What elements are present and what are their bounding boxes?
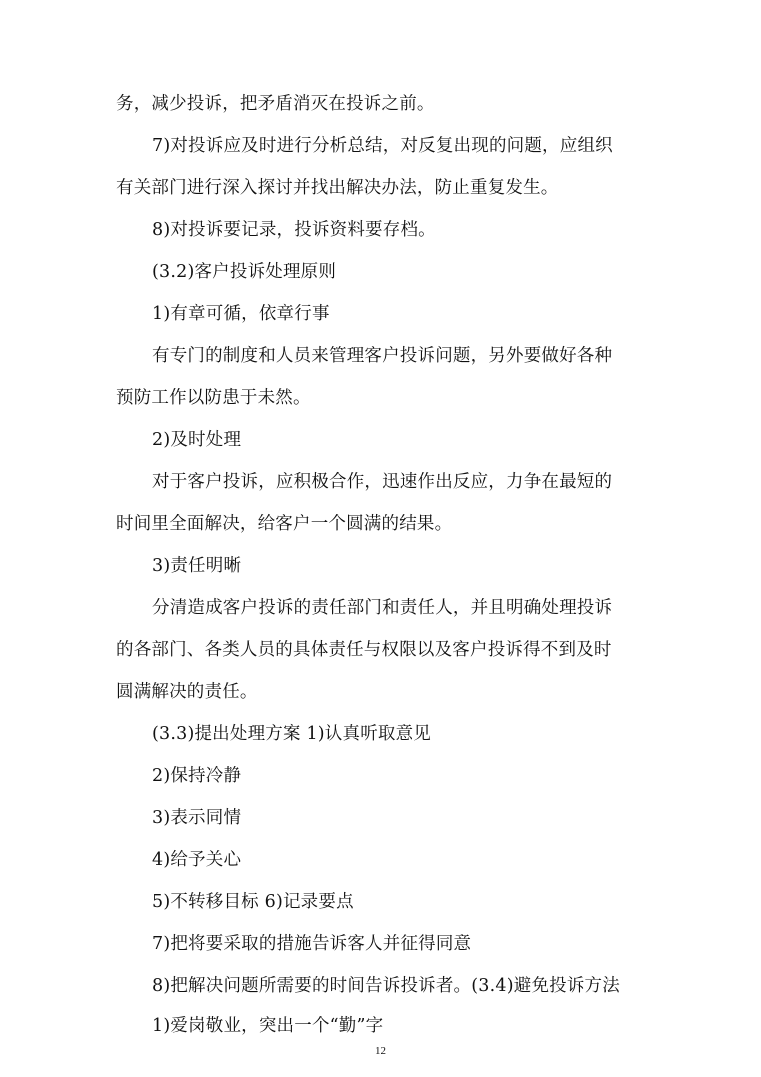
text-line: 8)对投诉要记录，投诉资料要存档。 [152, 220, 436, 240]
text-line: 的各部门、各类人员的具体责任与权限以及客户投诉得不到及时 [116, 640, 612, 660]
section-heading: (3.3)提出处理方案 1)认真听取意见 [152, 724, 432, 744]
section-heading: (3.2)客户投诉处理原则 [152, 262, 337, 282]
text-line: 预防工作以防患于未然。 [116, 388, 311, 408]
text-line: 8)把解决问题所需要的时间告诉投诉者。(3.4)避免投诉方法 [152, 976, 620, 996]
text-line: 圆满解决的责任。 [116, 682, 258, 702]
text-line: 1)有章可循，依章行事 [152, 304, 330, 324]
text-line: 3)责任明晰 [152, 556, 242, 576]
text-line: 2)保持冷静 [152, 766, 242, 786]
page-number: 12 [375, 1045, 386, 1057]
text-line: 4)给予关心 [152, 850, 242, 870]
text-line: 7)把将要采取的措施告诉客人并征得同意 [152, 934, 472, 954]
text-line: 1)爱岗敬业，突出一个“勤”字 [152, 1016, 384, 1036]
text-line: 5)不转移目标 6)记录要点 [152, 892, 354, 912]
text-line: 对于客户投诉，应积极合作，迅速作出反应，力争在最短的 [152, 472, 613, 492]
text-line: 分清造成客户投诉的责任部门和责任人，并且明确处理投诉 [152, 598, 613, 618]
text-line: 时间里全面解决，给客户一个圆满的结果。 [116, 514, 453, 534]
text-line: 有关部门进行深入探讨并找出解决办法，防止重复发生。 [116, 178, 559, 198]
text-line: 7)对投诉应及时进行分析总结，对反复出现的问题，应组织 [152, 136, 613, 156]
text-line: 3)表示同情 [152, 808, 242, 828]
text-line: 务，减少投诉，把矛盾消灭在投诉之前。 [116, 94, 435, 114]
text-line: 2)及时处理 [152, 430, 242, 450]
text-line: 有专门的制度和人员来管理客户投诉问题，另外要做好各种 [152, 346, 613, 366]
